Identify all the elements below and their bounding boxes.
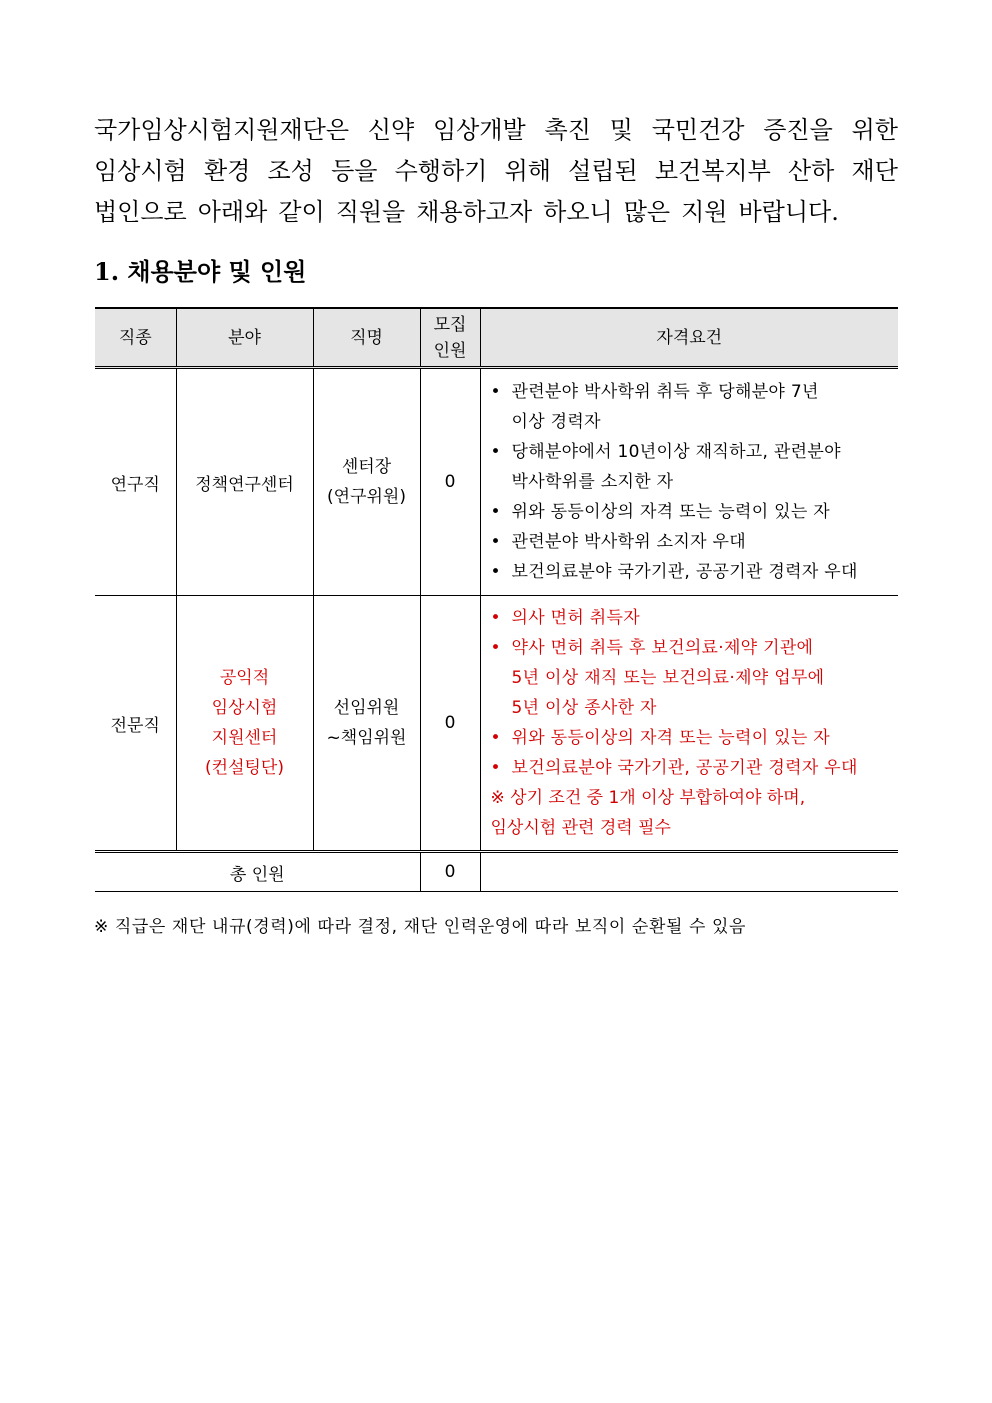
bullet-icon: •	[490, 502, 501, 522]
header-count-line1: 모집	[433, 314, 467, 335]
requirement-item	[489, 527, 889, 557]
requirement-text: 당해분야에서 10년이상 재직하고, 관련분야	[511, 442, 841, 462]
table-total-row	[95, 852, 898, 892]
intro-word: 산하	[787, 157, 835, 185]
note-line: ※ 상기 조건 중 1개 이상 부합하여야 하며,	[490, 788, 806, 808]
section-heading: 1. 채용분야 및 인원	[94, 257, 307, 286]
intro-word: 하오니	[543, 198, 613, 226]
requirement-text: 위와 동등이상의 자격 또는 능력이 있는 자	[511, 728, 830, 748]
row-position	[313, 596, 420, 852]
requirement-item	[489, 497, 889, 527]
header-count	[420, 308, 480, 368]
intro-word: 수행하기	[394, 157, 488, 185]
recruitment-table	[95, 307, 898, 892]
field-line: 공익적	[219, 668, 270, 688]
requirement-item	[489, 377, 889, 437]
intro-word: 조성	[267, 157, 314, 185]
requirement-item	[489, 437, 889, 497]
intro-word: 바랍니다.	[738, 198, 839, 226]
position-line: 센터장	[341, 457, 392, 477]
row-count: 0	[420, 368, 480, 596]
bullet-icon: •	[490, 532, 501, 552]
intro-word: 임상시험	[94, 157, 187, 185]
bullet-icon: •	[490, 442, 501, 462]
requirement-text: 관련분야 박사학위 취득 후 당해분야 7년	[511, 382, 819, 402]
requirement-item	[489, 557, 889, 587]
intro-word: 증진을	[763, 116, 833, 144]
table-row	[95, 368, 898, 596]
table-row	[95, 596, 898, 852]
requirement-item	[489, 633, 889, 723]
footnote: ※ 직급은 재단 내규(경력)에 따라 결정, 재단 인력운영에 따라 보직이 순환될 수 있음	[94, 917, 747, 937]
intro-line-1	[94, 110, 898, 151]
intro-word: 같이	[278, 198, 325, 226]
intro-word: 국민건강	[651, 116, 745, 144]
field-line: (컨설팅단)	[205, 758, 284, 778]
requirement-text: 5년 이상 종사한 자	[511, 698, 657, 718]
bullet-icon: •	[490, 608, 501, 628]
position-line: 선임위원	[333, 698, 400, 718]
header-position: 직명	[313, 308, 420, 368]
intro-word: 법인으로	[94, 198, 187, 226]
intro-line-2	[94, 151, 898, 192]
row-type: 연구직	[95, 368, 176, 596]
intro-paragraph	[94, 110, 898, 233]
intro-word: 채용하고자	[416, 198, 533, 226]
requirement-text: 의사 면허 취득자	[511, 608, 640, 628]
requirement-text: 이상 경력자	[511, 412, 601, 432]
intro-word: 등을	[331, 157, 378, 185]
intro-line-3	[94, 192, 898, 233]
field-line: 임상시험	[211, 698, 278, 718]
header-requirements: 자격요건	[480, 308, 898, 368]
requirement-text: 박사학위를 소지한 자	[511, 472, 674, 492]
intro-word: 재단	[851, 157, 898, 185]
requirement-text: 보건의료분야 국가기관, 공공기관 경력자 우대	[511, 562, 858, 582]
position-line: (연구위원)	[327, 487, 406, 507]
row-position	[313, 368, 420, 596]
intro-word: 및	[609, 116, 633, 144]
note-line: 임상시험 관련 경력 필수	[490, 818, 671, 838]
field-line: 지원센터	[211, 728, 278, 748]
row-count: 0	[420, 596, 480, 852]
intro-word: 촉진	[544, 116, 591, 144]
header-count-line2: 인원	[433, 340, 467, 361]
row-type: 전문직	[95, 596, 176, 852]
total-empty-cell	[480, 852, 898, 892]
header-field: 분야	[176, 308, 313, 368]
bullet-icon: •	[490, 562, 501, 582]
row-field	[176, 596, 313, 852]
intro-word: 지원	[681, 198, 728, 226]
intro-word: 보건복지부	[654, 157, 771, 185]
requirement-item	[489, 753, 889, 783]
total-label: 총 인원	[95, 852, 420, 892]
intro-word: 환경	[203, 157, 251, 185]
requirement-text: 약사 면허 취득 후 보건의료·제약 기관에	[511, 638, 814, 658]
row-requirements	[480, 596, 898, 852]
intro-word: 국가임상시험지원재단은	[94, 116, 350, 144]
total-count: 0	[420, 852, 480, 892]
requirement-item	[489, 603, 889, 633]
requirement-item	[489, 723, 889, 753]
bullet-icon: •	[490, 758, 501, 778]
bullet-icon: •	[490, 728, 501, 748]
row-field: 정책연구센터	[176, 368, 313, 596]
intro-word: 아래와	[197, 198, 268, 226]
table-header-row	[95, 308, 898, 368]
intro-word: 위해	[504, 157, 551, 185]
requirement-text: 위와 동등이상의 자격 또는 능력이 있는 자	[511, 502, 830, 522]
position-line: ~책임위원	[326, 728, 407, 748]
row-requirements	[480, 368, 898, 596]
header-type: 직종	[95, 308, 176, 368]
intro-word: 직원을	[335, 198, 406, 226]
requirement-text: 관련분야 박사학위 소지자 우대	[511, 532, 746, 552]
requirement-text: 보건의료분야 국가기관, 공공기관 경력자 우대	[511, 758, 858, 778]
intro-word: 많은	[623, 198, 671, 226]
intro-word: 임상개발	[433, 116, 526, 144]
requirement-note	[489, 783, 889, 843]
intro-word: 위한	[851, 116, 898, 144]
bullet-icon: •	[490, 638, 501, 658]
intro-word: 신약	[367, 116, 415, 144]
requirement-text: 5년 이상 재직 또는 보건의료·제약 업무에	[511, 668, 825, 688]
intro-word: 설립된	[568, 157, 638, 185]
bullet-icon: •	[490, 382, 501, 402]
